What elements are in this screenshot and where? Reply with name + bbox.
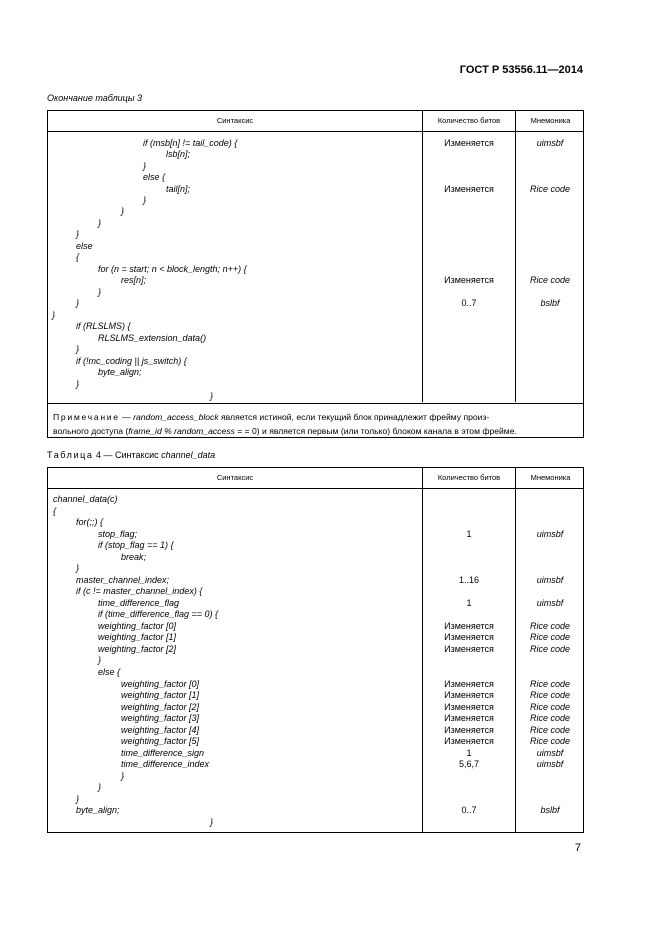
- table-row: [48, 172, 583, 183]
- syntax-cell: }: [76, 298, 80, 308]
- mnemonic-cell: bslbf: [540, 805, 560, 815]
- syntax-cell: weighting_factor [0]: [98, 621, 177, 631]
- column-header-syntax: Синтаксис: [216, 116, 254, 125]
- syntax-cell: for (n = start; n < block_length; n++) {: [98, 264, 247, 274]
- table4-caption-term: channel_data: [161, 450, 216, 460]
- note-expr: frame_id % random_access: [128, 426, 235, 436]
- syntax-cell: }: [98, 218, 102, 228]
- table-row: [48, 206, 583, 217]
- table4-caption-number: 4: [96, 450, 102, 460]
- bits-cell: Изменяется: [444, 702, 494, 712]
- syntax-cell: }: [98, 782, 102, 792]
- table-row: [48, 529, 583, 540]
- bits-cell: Изменяется: [444, 275, 494, 285]
- syntax-cell: }: [52, 310, 56, 320]
- table-row: [48, 632, 583, 643]
- table-row: [48, 517, 583, 528]
- bits-cell: 0..7: [461, 805, 477, 815]
- table-row: [48, 771, 583, 782]
- table-row: [48, 391, 583, 402]
- mnemonic-cell: uimsbf: [536, 598, 564, 608]
- table-row: [48, 655, 583, 666]
- syntax-cell: if (!mc_coding || js_switch) {: [76, 356, 187, 366]
- syntax-cell: lsb[n];: [166, 149, 191, 159]
- syntax-cell: {: [53, 506, 57, 516]
- table-row: [48, 563, 583, 574]
- syntax-cell: if (c != master_channel_index) {: [76, 586, 203, 596]
- table-row: [48, 333, 583, 344]
- syntax-cell: }: [76, 229, 80, 239]
- table-row: [48, 725, 583, 736]
- syntax-cell: }: [210, 817, 214, 827]
- table-row: [48, 161, 583, 172]
- bits-cell: Изменяется: [444, 725, 494, 735]
- syntax-cell: {: [76, 252, 80, 262]
- standard-number: ГОСТ Р 53556.11—2014: [459, 64, 583, 76]
- mnemonic-cell: Rice code: [529, 690, 571, 700]
- syntax-cell: }: [143, 195, 147, 205]
- table-row: [48, 367, 583, 378]
- note-text2: вольного доступа (: [53, 426, 129, 436]
- bits-cell: 0..7: [461, 298, 477, 308]
- table4-caption-title: — Синтаксис: [101, 450, 162, 460]
- syntax-cell: weighting_factor [3]: [121, 713, 200, 723]
- column-header-syntax: Синтаксис: [216, 473, 254, 482]
- syntax-cell: tail[n];: [166, 184, 191, 194]
- syntax-cell: byte_align;: [76, 805, 120, 815]
- syntax-cell: weighting_factor [1]: [121, 690, 200, 700]
- table-row: [48, 218, 583, 229]
- mnemonic-cell: Rice code: [529, 184, 571, 194]
- table-row: [48, 679, 583, 690]
- table-row: [48, 759, 583, 770]
- table-row: [48, 621, 583, 632]
- mnemonic-cell: Rice code: [529, 275, 571, 285]
- mnemonic-cell: Rice code: [529, 736, 571, 746]
- bits-cell: 5,6,7: [458, 759, 480, 769]
- syntax-cell: time_difference_sign: [121, 748, 205, 758]
- mnemonic-cell: uimsbf: [536, 575, 564, 585]
- mnemonic-cell: uimsbf: [536, 138, 564, 148]
- syntax-cell: else: [76, 241, 93, 251]
- syntax-cell: weighting_factor [2]: [98, 644, 177, 654]
- syntax-cell: stop_flag;: [98, 529, 138, 539]
- note-lead: Примечание: [53, 412, 120, 422]
- mnemonic-cell: Rice code: [529, 713, 571, 723]
- table-row: [48, 149, 583, 160]
- table-row: [48, 184, 583, 195]
- table3-header: [48, 111, 583, 132]
- table3-caption: Окончание таблицы 3: [47, 93, 142, 103]
- table-row: [48, 241, 583, 252]
- syntax-cell: }: [76, 344, 80, 354]
- syntax-cell: if (RLSLMS) {: [76, 321, 131, 331]
- syntax-cell: res[n];: [121, 275, 147, 285]
- mnemonic-cell: Rice code: [529, 632, 571, 642]
- table-row: [48, 298, 583, 309]
- syntax-cell: if (time_difference_flag == 0) {: [98, 609, 219, 619]
- table-row: [48, 805, 583, 816]
- bits-cell: 1: [466, 529, 472, 539]
- mnemonic-cell: Rice code: [529, 621, 571, 631]
- table-row: [48, 748, 583, 759]
- syntax-cell: }: [76, 794, 80, 804]
- table-row: [48, 794, 583, 805]
- bits-cell: Изменяется: [444, 621, 494, 631]
- syntax-cell: weighting_factor [1]: [98, 632, 177, 642]
- table-row: [48, 229, 583, 240]
- table4: [47, 467, 584, 833]
- table-row: [48, 817, 583, 828]
- bits-cell: Изменяется: [444, 138, 494, 148]
- page-number: 7: [574, 842, 581, 854]
- bits-cell: Изменяется: [444, 690, 494, 700]
- syntax-cell: byte_align;: [98, 367, 142, 377]
- table3: [47, 110, 584, 438]
- table-row: [48, 782, 583, 793]
- syntax-cell: }: [98, 655, 102, 665]
- table-row: [48, 713, 583, 724]
- table-row: [48, 598, 583, 609]
- mnemonic-cell: Rice code: [529, 725, 571, 735]
- syntax-cell: weighting_factor [2]: [121, 702, 200, 712]
- table-row: [48, 252, 583, 263]
- table-row: [48, 540, 583, 551]
- table-row: [48, 264, 583, 275]
- table-row: [48, 702, 583, 713]
- syntax-cell: }: [98, 287, 102, 297]
- table-row: [48, 287, 583, 298]
- table3-note: [48, 403, 583, 438]
- bits-cell: Изменяется: [444, 736, 494, 746]
- syntax-cell: break;: [121, 552, 147, 562]
- column-header-mnemonic: Мнемоника: [530, 116, 571, 125]
- table-row: [48, 575, 583, 586]
- table-row: [48, 356, 583, 367]
- syntax-cell: }: [76, 379, 80, 389]
- note-text3: = = 0) и является первым (или только) блоком канала в этом фрейме.: [234, 426, 517, 436]
- table-row: [48, 321, 583, 332]
- table-row: [48, 552, 583, 563]
- bits-cell: Изменяется: [444, 679, 494, 689]
- column-header-mnemonic: Мнемоника: [530, 473, 571, 482]
- table-row: [48, 609, 583, 620]
- table-row: [48, 586, 583, 597]
- note-text1: является истиной, если текущий блок принадлежит фрейму произ-: [218, 412, 490, 422]
- table-row: [48, 275, 583, 286]
- table-row: [48, 667, 583, 678]
- mnemonic-cell: uimsbf: [536, 748, 564, 758]
- column-header-bits: Количество битов: [437, 473, 501, 482]
- syntax-cell: }: [76, 563, 80, 573]
- table-row: [48, 506, 583, 517]
- syntax-cell: time_difference_index: [121, 759, 210, 769]
- syntax-cell: }: [143, 161, 147, 171]
- syntax-cell: if (stop_flag == 1) {: [98, 540, 174, 550]
- bits-cell: Изменяется: [444, 713, 494, 723]
- syntax-cell: RLSLMS_extension_data(): [98, 333, 207, 343]
- table-row: [48, 310, 583, 321]
- table-row: [48, 344, 583, 355]
- table-row: [48, 138, 583, 149]
- mnemonic-cell: bslbf: [540, 298, 560, 308]
- mnemonic-cell: Rice code: [529, 644, 571, 654]
- mnemonic-cell: Rice code: [529, 702, 571, 712]
- syntax-cell: }: [121, 206, 125, 216]
- syntax-cell: weighting_factor [0]: [121, 679, 200, 689]
- table-row: [48, 195, 583, 206]
- syntax-cell: else {: [143, 172, 166, 182]
- table-row: [48, 379, 583, 390]
- mnemonic-cell: uimsbf: [536, 759, 564, 769]
- syntax-cell: for(;;) {: [76, 517, 104, 527]
- bits-cell: Изменяется: [444, 184, 494, 194]
- bits-cell: Изменяется: [444, 644, 494, 654]
- table-row: [48, 644, 583, 655]
- bits-cell: 1: [466, 598, 472, 608]
- syntax-cell: else {: [98, 667, 121, 677]
- syntax-cell: }: [210, 391, 214, 401]
- note-term: random_access_block: [133, 412, 219, 422]
- column-header-bits: Количество битов: [437, 116, 501, 125]
- mnemonic-cell: Rice code: [529, 679, 571, 689]
- table-row: [48, 494, 583, 505]
- table-row: [48, 690, 583, 701]
- syntax-cell: channel_data(c): [53, 494, 118, 504]
- syntax-cell: if (msb[n] != tail_code) {: [143, 138, 238, 148]
- table4-caption-prefix: Таблица: [47, 450, 94, 460]
- bits-cell: 1: [466, 748, 472, 758]
- syntax-cell: weighting_factor [5]: [121, 736, 200, 746]
- bits-cell: Изменяется: [444, 632, 494, 642]
- syntax-cell: weighting_factor [4]: [121, 725, 200, 735]
- syntax-cell: }: [121, 771, 125, 781]
- table-row: [48, 736, 583, 747]
- note-dash: —: [119, 412, 134, 422]
- bits-cell: 1..16: [458, 575, 480, 585]
- table4-caption: [47, 450, 215, 460]
- mnemonic-cell: uimsbf: [536, 529, 564, 539]
- syntax-cell: master_channel_index;: [76, 575, 170, 585]
- syntax-cell: time_difference_flag: [98, 598, 180, 608]
- table4-header: [48, 468, 583, 489]
